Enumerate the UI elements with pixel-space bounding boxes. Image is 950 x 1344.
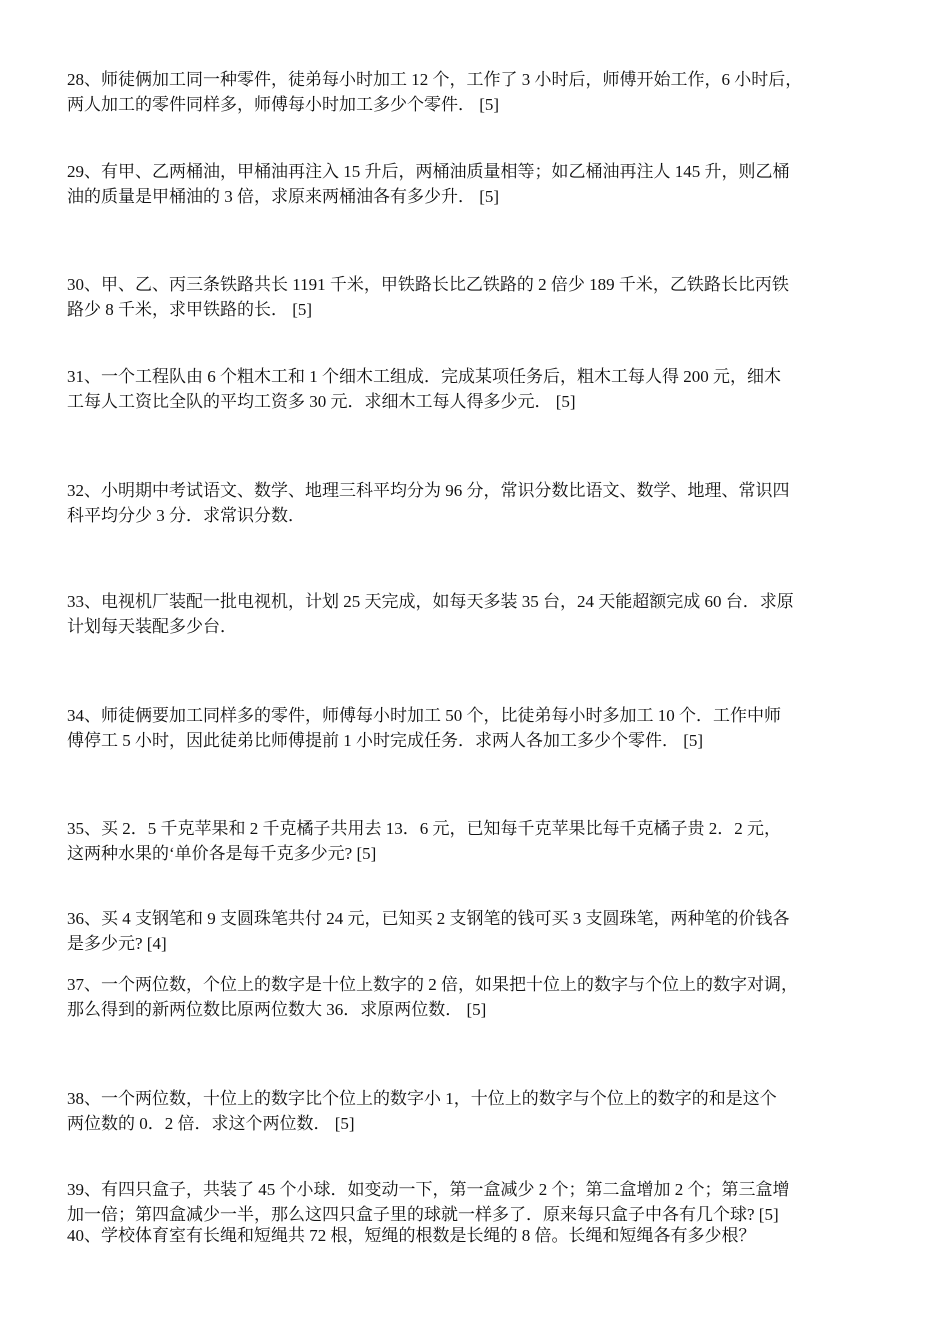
question-33 bbox=[67, 589, 897, 639]
question-40 bbox=[67, 1223, 897, 1248]
question-28 bbox=[67, 67, 897, 117]
question-line: 路少 8 千米，求甲铁路的长． [5] bbox=[67, 300, 313, 319]
question-35 bbox=[67, 816, 897, 866]
question-36 bbox=[67, 906, 897, 956]
question-line: 40、学校体育室有长绳和短绳共 72 根，短绳的根数是长绳的 8 倍。长绳和短绳各有多少根？ bbox=[67, 1226, 756, 1245]
question-line: 油的质量是甲桶油的 3 倍，求原来两桶油各有多少升． [5] bbox=[67, 187, 500, 206]
question-line: 38、一个两位数，十位上的数字比个位上的数字小 1，十位上的数字与个位上的数字的和是这个 bbox=[67, 1089, 777, 1108]
question-39 bbox=[67, 1177, 897, 1227]
question-line: 工每人工资比全队的平均工资多 30 元．求细木工每人得多少元． [5] bbox=[67, 392, 576, 411]
question-29 bbox=[67, 159, 897, 209]
question-line: 37、一个两位数，个位上的数字是十位上数字的 2 倍，如果把十位上的数字与个位上的数字对调， bbox=[67, 975, 798, 994]
question-34 bbox=[67, 703, 897, 753]
question-line: 那么得到的新两位数比原两位数大 36．求原两位数． [5] bbox=[67, 1000, 487, 1019]
question-30 bbox=[67, 272, 897, 322]
question-line: 35、买 2．5 千克苹果和 2 千克橘子共用去 13．6 元，已知每千克苹果比每千克橘子贵 2．2 元， bbox=[67, 819, 781, 838]
question-line: 31、一个工程队由 6 个粗木工和 1 个细木工组成．完成某项任务后，粗木工每人得 200 元，细木 bbox=[67, 367, 781, 386]
question-line: 29、有甲、乙两桶油，甲桶油再注入 15 升后，两桶油质量相等；如乙桶油再注人 145 升，则乙桶 bbox=[67, 162, 790, 181]
question-31 bbox=[67, 364, 897, 414]
question-line: 32、小明期中考试语文、数学、地理三科平均分为 96 分，常识分数比语文、数学、地理、常识四 bbox=[67, 481, 790, 500]
question-line: 两人加工的零件同样多，师傅每小时加工多少个零件． [5] bbox=[67, 95, 500, 114]
question-line: 是多少元? [4] bbox=[67, 934, 167, 953]
question-37 bbox=[67, 972, 897, 1022]
question-32 bbox=[67, 478, 897, 528]
question-line: 计划每天装配多少台． bbox=[67, 617, 237, 636]
question-line: 36、买 4 支钢笔和 9 支圆珠笔共付 24 元，已知买 2 支钢笔的钱可买 3 支圆珠笔，两种笔的价钱各 bbox=[67, 909, 790, 928]
question-line: 两位数的 0．2 倍．求这个两位数． [5] bbox=[67, 1114, 355, 1133]
question-line: 科平均分少 3 分．求常识分数． bbox=[67, 506, 305, 525]
question-line: 34、师徒俩要加工同样多的零件，师傅每小时加工 50 个，比徒弟每小时多加工 10 个．工作中师 bbox=[67, 706, 781, 725]
question-38 bbox=[67, 1086, 897, 1136]
question-line: 30、甲、乙、丙三条铁路共长 1191 千米，甲铁路长比乙铁路的 2 倍少 189 千米，乙铁路长比丙铁 bbox=[67, 275, 789, 294]
question-line: 39、有四只盒子，共装了 45 个小球．如变动一下，第一盒减少 2 个；第二盒增加 2 个；第三盒增 bbox=[67, 1180, 790, 1199]
question-line: 傅停工 5 小时，因此徒弟比师傅提前 1 小时完成任务．求两人各加工多少个零件． [5] bbox=[67, 731, 704, 750]
question-line: 加一倍；第四盒减少一半，那么这四只盒子里的球就一样多了．原来每只盒子中各有几个球? [5] bbox=[67, 1205, 779, 1224]
question-line: 33、电视机厂装配一批电视机，计划 25 天完成，如每天多装 35 台，24 天能超额完成 60 台．求原 bbox=[67, 592, 794, 611]
question-line: 28、师徒俩加工同一种零件，徒弟每小时加工 12 个，工作了 3 小时后，师傅开始工作，6 小时后， bbox=[67, 70, 803, 89]
question-line: 这两种水果的‘单价各是每千克多少元? [5] bbox=[67, 844, 377, 863]
